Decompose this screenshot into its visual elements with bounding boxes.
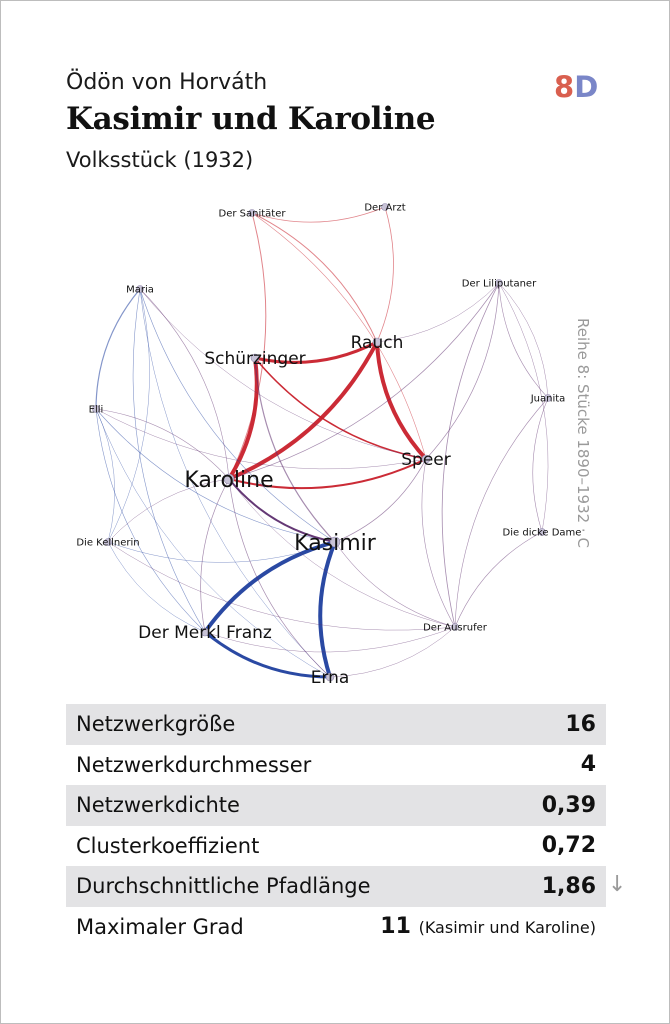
edge-kasimir-erna bbox=[320, 542, 335, 677]
node-label-speer: Speer bbox=[401, 450, 451, 471]
stat-row-network-density bbox=[66, 785, 606, 826]
node-label-juanita: Juanita bbox=[530, 393, 566, 405]
stat-row-network-diameter bbox=[66, 745, 606, 786]
node-label-der-merkl-franz: Der Merkl Franz bbox=[138, 623, 272, 644]
node-label-kasimir: Kasimir bbox=[294, 530, 376, 556]
edge-karoline-der-liliputaner bbox=[229, 283, 499, 479]
node-label-erna: Erna bbox=[310, 668, 350, 689]
stat-value: 16 bbox=[565, 711, 596, 737]
node-label-rauch: Rauch bbox=[350, 333, 404, 354]
arrow-down-icon[interactable]: ↓ bbox=[608, 872, 627, 897]
edge-karoline-maria bbox=[140, 289, 229, 479]
edge-kasimir-speer bbox=[335, 459, 426, 542]
edge-juanita-der-liliputaner bbox=[499, 283, 548, 398]
edge-karoline-schürzinger bbox=[229, 358, 257, 479]
node-label-der-liliputaner: Der Liliputaner bbox=[461, 278, 537, 290]
edge-elli-speer bbox=[96, 409, 426, 469]
edge-juanita-die-dicke-dame bbox=[533, 398, 548, 532]
stat-value: 0,39 bbox=[541, 792, 596, 818]
author: Ödön von Horváth bbox=[66, 70, 268, 95]
edge-der-liliputaner-juanita bbox=[499, 283, 548, 398]
node-label-der-ausrufer: Der Ausrufer bbox=[423, 622, 487, 634]
stat-value-note: (Kasimir und Karoline) bbox=[418, 918, 596, 938]
node-label-schürzinger: Schürzinger bbox=[204, 349, 306, 370]
stat-label: Durchschnittliche Pfadlänge bbox=[76, 874, 371, 899]
stat-value: 1,86 bbox=[541, 873, 596, 899]
edge-schürzinger-speer bbox=[255, 358, 426, 459]
stat-row-network-size bbox=[66, 704, 606, 745]
labels-layer bbox=[76, 203, 581, 689]
stat-label: Netzwerkgröße bbox=[76, 712, 236, 737]
edge-maria-der-merkl-franz bbox=[133, 289, 205, 632]
edge-rauch-der-sanitäter bbox=[252, 213, 377, 342]
edges-layer bbox=[96, 207, 548, 677]
stat-value: 0,72 bbox=[541, 833, 596, 859]
play-subtitle: Volksstück (1932) bbox=[66, 148, 254, 172]
edge-rauch-speer bbox=[377, 342, 426, 459]
stat-label: Netzwerkdichte bbox=[76, 793, 240, 818]
stat-value bbox=[380, 914, 596, 939]
edge-rauch-der-arzt bbox=[377, 207, 393, 342]
series-label: Reihe 8: Stücke 1890–1932 · C bbox=[574, 318, 592, 548]
edge-karoline-erna bbox=[229, 479, 330, 677]
stat-label: Maximaler Grad bbox=[76, 914, 244, 939]
node-label-karoline: Karoline bbox=[184, 467, 274, 493]
edge-die-dicke-dame-der-liliputaner bbox=[499, 283, 548, 532]
badge-number: 8 bbox=[554, 70, 575, 104]
edge-juanita-der-ausrufer bbox=[455, 398, 548, 627]
node-label-maria: Maria bbox=[126, 284, 154, 296]
node-label-die-dicke-dame: Die dicke Dame bbox=[502, 527, 582, 539]
stat-row-max-degree bbox=[66, 907, 606, 948]
stats-table bbox=[66, 704, 606, 947]
stat-label: Clusterkoeffizient bbox=[76, 833, 260, 858]
stat-label: Netzwerkdurchmesser bbox=[76, 752, 312, 777]
badge-letter: D bbox=[574, 70, 599, 104]
stat-row-cluster-coefficient bbox=[66, 826, 606, 867]
node-label-elli: Elli bbox=[88, 404, 104, 416]
stat-value-number: 11 bbox=[380, 914, 411, 940]
stat-row-average-path-length bbox=[66, 866, 606, 907]
edge-die-dicke-dame-der-ausrufer bbox=[455, 532, 542, 627]
node-label-die-kellnerin: Die Kellnerin bbox=[76, 537, 140, 549]
play-title: Kasimir und Karoline bbox=[66, 101, 436, 137]
edge-speer-der-liliputaner bbox=[426, 283, 499, 459]
node-label-der-sanitäter: Der Sanitäter bbox=[218, 208, 286, 220]
edge-maria-kasimir bbox=[140, 289, 335, 542]
node-label-der-arzt: Der Arzt bbox=[364, 202, 406, 214]
stat-value: 4 bbox=[580, 752, 596, 778]
edge-die-kellnerin-der-ausrufer bbox=[108, 542, 455, 630]
